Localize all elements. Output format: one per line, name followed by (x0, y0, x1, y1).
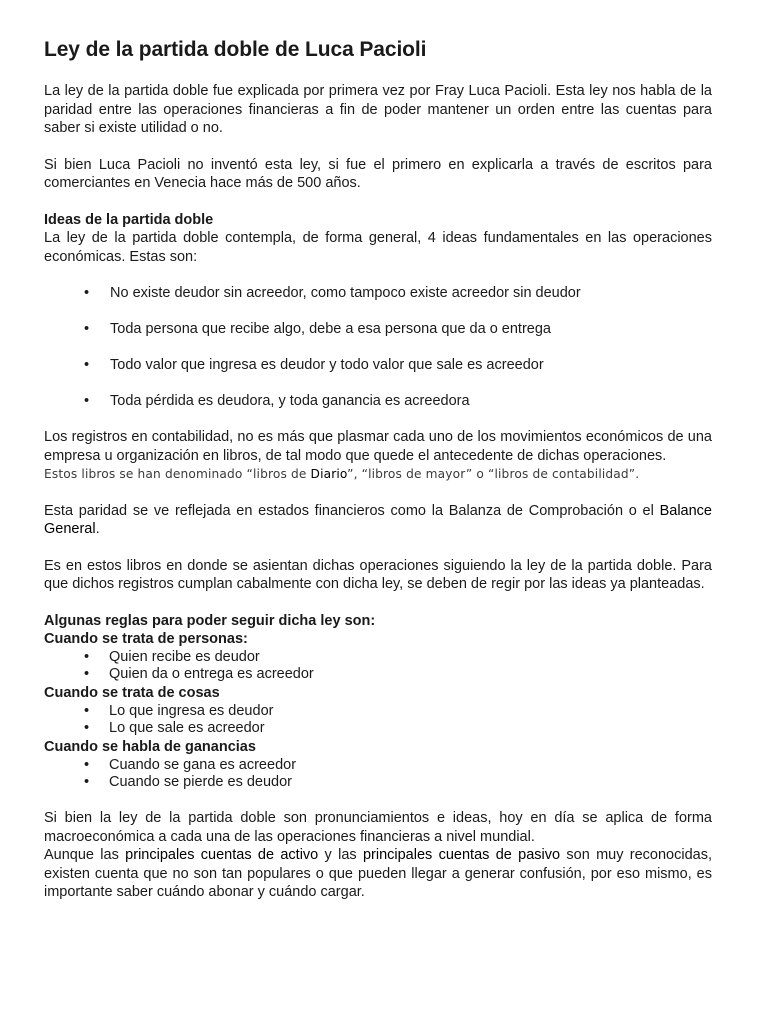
diario-link[interactable]: Diario (310, 467, 348, 481)
reglas-group-title: Cuando se trata de cosas (44, 685, 220, 702)
list-item: • Toda persona que recibe algo, debe a esa persona que da o entrega (84, 320, 712, 339)
list-item: • Cuando se gana es acreedor (84, 757, 712, 775)
books-note: Estos libros se han denominado “libros de Diario”, “libros de mayor” o “libros de contabilidad”. (44, 467, 640, 481)
ideas-list (44, 284, 712, 411)
list-item: • No existe deudor sin acreedor, como tampoco existe acreedor sin deudor (84, 284, 712, 303)
reglas-list (44, 649, 712, 685)
list-item: • Toda pérdida es deudora, y toda ganancia es acreedora (84, 392, 712, 411)
cuentas-activo-link[interactable]: principales cuentas de activo (125, 847, 319, 864)
reglas-group-title: Cuando se trata de personas: (44, 631, 248, 647)
ideas-paragraph: La ley de la partida doble contempla, de forma general, 4 ideas fundamentales en las operaciones económicas. Estas son: (44, 230, 712, 265)
closing-paragraph-1: Si bien la ley de la partida doble son pronunciamientos e ideas, hoy en día se aplica de forma macroeconómica a cada una de las operaciones financieras a nivel mundial. (44, 810, 712, 845)
cuentas-pasivo-link[interactable]: principales cuentas de pasivo (362, 847, 561, 864)
closing-paragraph-2: Aunque las principales cuentas de activo y las principales cuentas de pasivo son muy reconocidas, existen cuenta que no son tan populares o que pueden llegar a generar confusión, por eso mismo, es importante saber cuándo abonar y cuándo cargar. (44, 847, 712, 901)
ideas-heading: Ideas de la partida doble (44, 211, 214, 228)
balance-general-link[interactable]: Balance General (44, 502, 712, 537)
reglas-list (44, 757, 712, 793)
page-title: Ley de la partida doble de Luca Pacioli (44, 38, 427, 61)
asientan-paragraph: Es en estos libros en donde se asientan dichas operaciones siguiendo la ley de la partida doble. Para que dichos registros cumplan cabalmente con dicha ley, se deben de regir por las ideas ya planteadas. (44, 557, 712, 592)
intro-paragraph-2: Si bien Luca Pacioli no inventó esta ley, si fue el primero en explicarla a través de escritos para comerciantes en Venecia hace más de 500 años. (44, 156, 712, 191)
list-item: • Cuando se pierde es deudor (84, 774, 712, 792)
reglas-list (44, 703, 712, 739)
list-item: • Quien recibe es deudor (84, 649, 712, 667)
reglas-group-title: Cuando se habla de ganancias (44, 739, 256, 756)
paridad-paragraph: Esta paridad se ve reflejada en estados financieros como la Balanza de Comprobación o el Balance General. (44, 502, 712, 537)
list-item: • Lo que sale es acreedor (84, 720, 712, 738)
list-item: • Quien da o entrega es acreedor (84, 666, 712, 684)
reglas-heading: Algunas reglas para poder seguir dicha ley son: (44, 612, 376, 629)
list-item: • Todo valor que ingresa es deudor y todo valor que sale es acreedor (84, 356, 712, 375)
registros-paragraph (44, 428, 712, 484)
registros-text: Los registros en contabilidad, no es más que plasmar cada uno de los movimientos económicos de una empresa u organización en libros, de tal modo que quede el antecedente de dichas operaciones. (44, 429, 712, 464)
list-item: • Lo que ingresa es deudor (84, 703, 712, 721)
intro-paragraph-1: La ley de la partida doble fue explicada por primera vez por Fray Luca Pacioli. Esta ley nos habla de la paridad entre las operaciones financieras a fin de poder mantener un orden entre las cuentas para saber si existe utilidad o no. (44, 83, 712, 136)
